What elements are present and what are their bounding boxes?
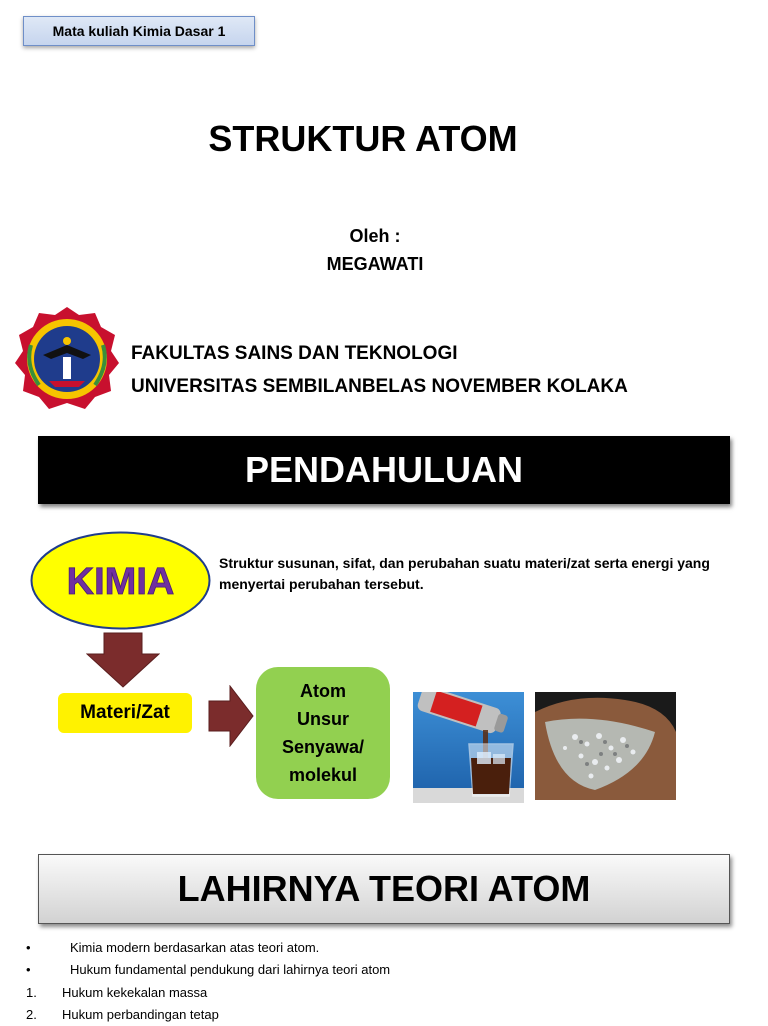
matter-type-senyawa: Senyawa/ — [282, 733, 364, 761]
drink-photo — [413, 692, 524, 803]
list-item-text: Hukum fundamental pendukung dari lahirnya teori atom — [70, 962, 390, 977]
list-item — [26, 936, 746, 959]
author-name: MEGAWATI — [0, 250, 750, 278]
author-block — [0, 222, 750, 278]
list-number: 2. — [26, 1007, 62, 1022]
matter-type-atom: Atom — [300, 677, 346, 705]
list-item-text: Hukum perbandingan tetap — [62, 1007, 219, 1022]
section-heading-theory: LAHIRNYA TEORI ATOM — [38, 854, 730, 924]
kimia-oval — [29, 530, 212, 631]
university-crest-icon — [13, 305, 121, 411]
list-number: 1. — [26, 985, 62, 1000]
list-item — [26, 959, 746, 982]
page-title: STRUKTUR ATOM — [0, 118, 726, 160]
kimia-label: KIMIA — [67, 561, 175, 603]
course-label: Mata kuliah Kimia Dasar 1 — [23, 16, 255, 46]
theory-list — [26, 936, 746, 1026]
list-item-text: Hukum kekekalan massa — [62, 985, 207, 1000]
faculty-name: FAKULTAS SAINS DAN TEKNOLOGI — [131, 337, 628, 370]
list-item — [26, 981, 746, 1004]
crystals-photo — [535, 692, 676, 800]
matter-types-box — [256, 667, 390, 799]
author-by-label: Oleh : — [0, 222, 750, 250]
matter-type-unsur: Unsur — [297, 705, 349, 733]
right-arrow-icon — [208, 685, 254, 747]
materi-label: Materi/Zat — [58, 693, 192, 733]
list-item-text: Kimia modern berdasarkan atas teori atom. — [70, 940, 319, 955]
bullet-marker: • — [26, 962, 70, 977]
list-item — [26, 1004, 746, 1026]
section-heading-intro: PENDAHULUAN — [38, 436, 730, 504]
bullet-marker: • — [26, 940, 70, 955]
down-arrow-icon — [86, 632, 160, 688]
university-name: UNIVERSITAS SEMBILANBELAS NOVEMBER KOLAKA — [131, 370, 628, 403]
matter-type-molekul: molekul — [289, 761, 357, 789]
kimia-definition: Struktur susunan, sifat, dan perubahan suatu materi/zat serta energi yang menyertai perubahan tersebut. — [219, 553, 739, 595]
institution-block — [131, 337, 628, 403]
